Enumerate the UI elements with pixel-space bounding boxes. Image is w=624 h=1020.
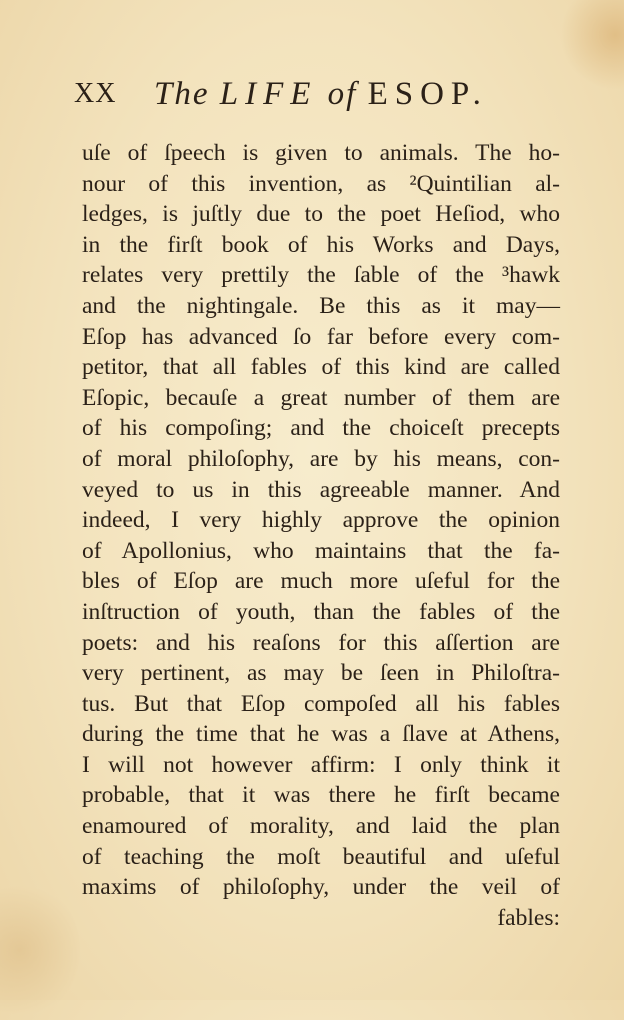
text-line: in the firſt book of his Works and Days, bbox=[82, 231, 560, 258]
text-line: indeed, I very highly approve the opinion bbox=[82, 507, 560, 534]
text-line: very pertinent, as may be ſeen in Philoſtra- bbox=[82, 660, 560, 687]
text-line: Eſop has advanced ſo far before every com- bbox=[82, 323, 560, 350]
catchword: fables: bbox=[497, 904, 560, 931]
text-line: ledges, is juſtly due to the poet Heſiod, who bbox=[82, 201, 560, 228]
text-line: petitor, that all fables of this kind are called bbox=[82, 354, 560, 381]
text-line: during the time that he was a ſlave at Athens, bbox=[82, 721, 560, 748]
body-text bbox=[82, 138, 560, 933]
text-line: inſtruction of youth, than the fables of the bbox=[82, 598, 560, 625]
running-title-prefix: The bbox=[154, 76, 210, 112]
text-line: of moral philoſophy, are by his means, con- bbox=[82, 445, 560, 472]
text-line: veyed to us in this agreeable manner. And bbox=[82, 476, 560, 503]
foxing-stain bbox=[560, 0, 624, 90]
text-line: enamoured of morality, and laid the plan bbox=[82, 813, 560, 840]
text-line: tus. But that Eſop compoſed all his fables bbox=[82, 690, 560, 717]
text-line: I will not however affirm: I only think it bbox=[82, 751, 560, 778]
text-line: of teaching the moſt beautiful and uſeful bbox=[82, 843, 560, 870]
page-number: XX bbox=[74, 78, 117, 109]
text-line: maxims of philoſophy, under the veil of bbox=[82, 874, 560, 901]
running-title-of: of bbox=[327, 76, 358, 112]
text-line: poets: and his reaſons for this aſſertion are bbox=[82, 629, 560, 656]
running-title-life: LIFE bbox=[219, 76, 318, 112]
text-line: relates very prettily the ſable of the ³hawk bbox=[82, 262, 560, 289]
text-line: bles of Eſop are much more uſeful for the bbox=[82, 568, 560, 595]
text-line: nour of this invention, as ²Quintilian al- bbox=[82, 170, 560, 197]
text-line: uſe of ſpeech is given to animals. The ho- bbox=[82, 140, 560, 166]
text-line: of his compoſing; and the choiceſt precepts bbox=[82, 415, 560, 442]
text-line: of Apollonius, who maintains that the fa- bbox=[82, 537, 560, 564]
text-line: probable, that it was there he firſt became bbox=[82, 782, 560, 809]
running-head bbox=[74, 72, 524, 116]
text-line: Eſopic, becauſe a great number of them are bbox=[82, 384, 560, 411]
foxing-stain bbox=[0, 880, 80, 1020]
text-line: and the nightingale. Be this as it may— bbox=[82, 292, 560, 319]
running-title-name: ESOP. bbox=[367, 76, 488, 112]
running-title bbox=[154, 72, 488, 116]
